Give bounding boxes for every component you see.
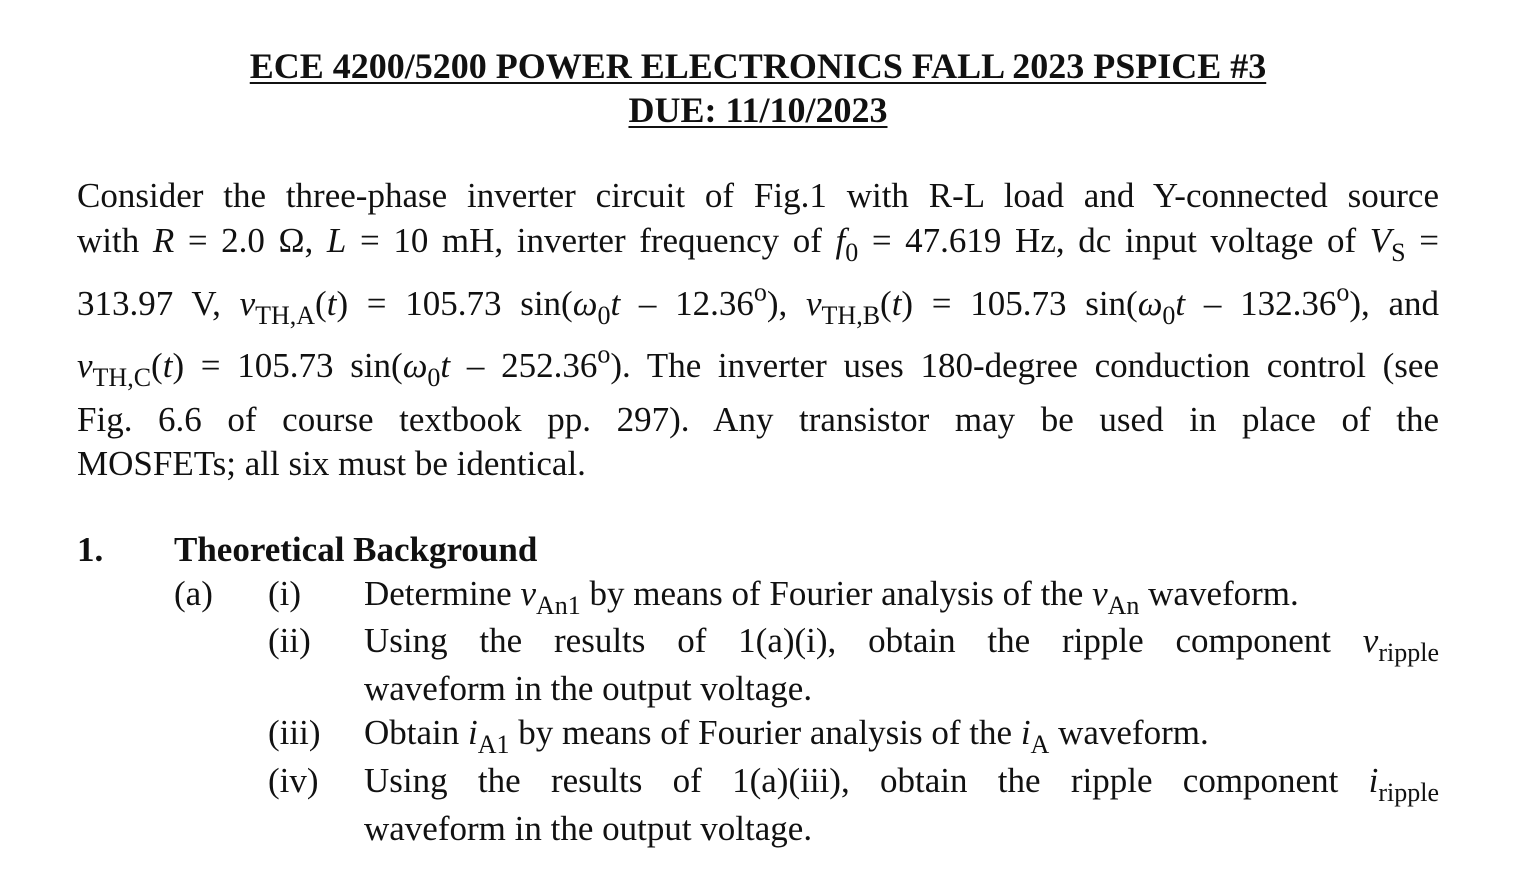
intro-line-3: 313.97 V, $v_{TH,A}(t) = 105.73$ $\sin(\omega_0t - 12.36^o)$, $v_{TH,B}(t) = 105.73$ $\sin(\omega_0t - 132.36^o)$, and	[77, 277, 1439, 331]
intro-line-5: Fig. 6.6 of course textbook pp. 297). Any transistor may be used in place of the	[77, 400, 1439, 439]
item-label-i: (i)	[268, 574, 302, 613]
item-label-ii: (ii)	[268, 621, 311, 660]
item-label-iii: (iii)	[268, 713, 321, 752]
item-text-iv-line-1: Using the results of 1(a)(iii), obtain the ripple component $i_{ripple}$	[364, 761, 1439, 808]
part-label: (a)	[174, 574, 213, 613]
item-text-ii-line-2: waveform in the output voltage.	[364, 669, 813, 708]
due-date: DUE: 11/10/2023	[628, 90, 888, 130]
item-label-iv: (iv)	[268, 761, 319, 800]
intro-line-1: Consider the three-phase inverter circuit of Fig.1 with R-L load and Y-connected source	[77, 176, 1439, 215]
item-text-ii-line-1: Using the results of 1(a)(i), obtain the ripple component $v_{ripple}$	[364, 621, 1439, 668]
document-title: ECE 4200/5200 POWER ELECTRONICS FALL 2023 PSPICE #3	[249, 46, 1267, 86]
intro-line-6: MOSFETs; all six must be identical.	[77, 444, 586, 483]
item-text-iii: Obtain $i_{A1}$ by means of Fourier analysis of the $i_A$ waveform.	[364, 713, 1209, 760]
item-text-iv-line-2: waveform in the output voltage.	[364, 809, 813, 848]
section-title: Theoretical Background	[174, 530, 538, 569]
section-number: 1.	[77, 530, 104, 569]
intro-line-4: $v_{TH,C}(t) = 105.73$ $\sin(\omega_0t - 252.36^o)$. The inverter uses 180-degree conduction control (see	[77, 339, 1439, 393]
intro-line-2: with R = 2.0 Ω, L = 10 mH, inverter frequency of $f_0 = 47.619$ Hz, dc input voltage of $V_S$ =	[77, 221, 1439, 268]
item-text-i: Determine $v_{An1}$ by means of Fourier analysis of the $v_{An}$ waveform.	[364, 574, 1299, 621]
